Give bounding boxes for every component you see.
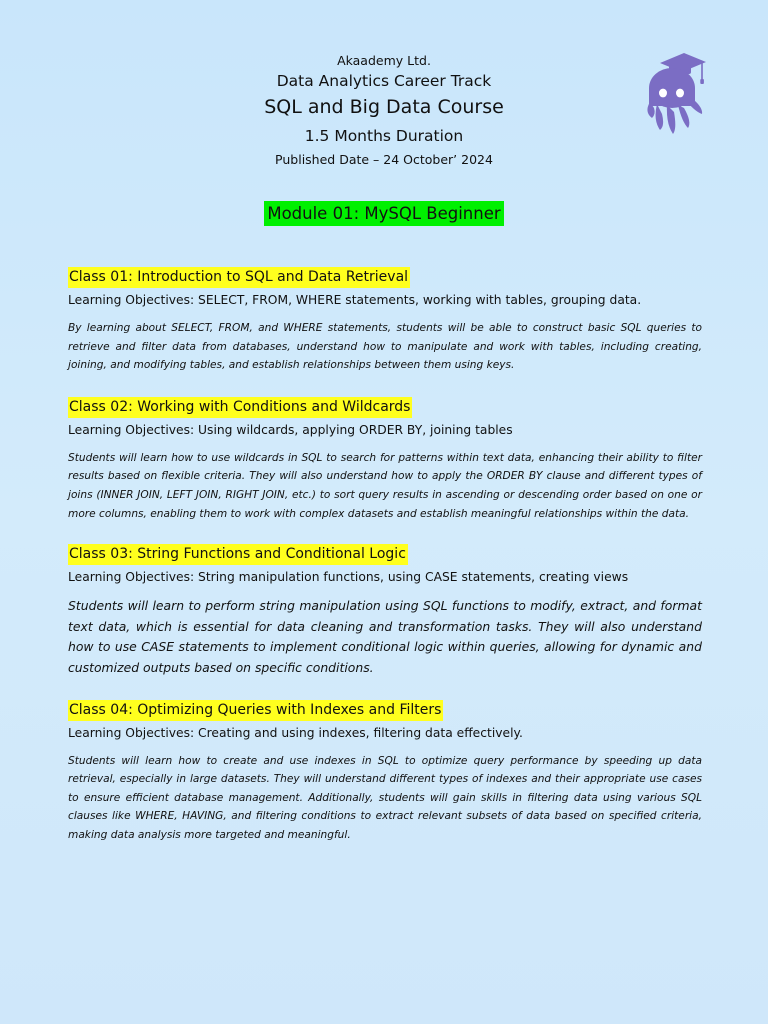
octopus-graduation-cap-icon [640,50,710,140]
career-track: Data Analytics Career Track [276,72,492,90]
class-02-title: Class 02: Working with Conditions and Wildcards [68,397,412,418]
class-list [68,266,702,845]
class-04-objectives: Learning Objectives: Creating and using indexes, filtering data effectively. [68,725,523,740]
class-04-title: Class 04: Optimizing Queries with Indexes and Filters [68,700,443,721]
class-02-objectives: Learning Objectives: Using wildcards, applying ORDER BY, joining tables [68,422,513,437]
module-heading [0,201,768,226]
class-01-title: Class 01: Introduction to SQL and Data Retrieval [68,267,410,288]
class-02-block [68,396,702,523]
class-04-block [68,699,702,845]
published-date: Published Date – 24 October’ 2024 [275,152,493,167]
company-name: Akaademy Ltd. [337,53,431,68]
course-title: SQL and Big Data Course [264,96,504,118]
class-04-description: Students will learn how to create and use indexes in SQL to optimize query performance by speeding up data retrieval, especially in large datasets. They will understand different types of indexes and their appropriate use cases to ensure efficient database management. Additionally, students will gain skills in filtering data using various SQL clauses like WHERE, HAVING, and filtering conditions to extract relevant subsets of data based on specified criteria, making data analysis more targeted and meaningful. [68,754,702,841]
class-03-title: Class 03: String Functions and Conditional Logic [68,544,408,565]
module-title: Module 01: MySQL Beginner [264,201,503,226]
class-03-objectives: Learning Objectives: String manipulation functions, using CASE statements, creating views [68,570,629,585]
class-03-description: Students will learn to perform string manipulation using SQL functions to modify, extract, and format text data, which is essential for data cleaning and transformation tasks. They will also understand how to use CASE statements to implement conditional logic within queries, allowing for dynamic and customized outputs based on specific conditions. [68,598,702,675]
class-01-block [68,266,702,375]
class-01-objectives: Learning Objectives: SELECT, FROM, WHERE statements, working with tables, grouping data. [68,293,642,307]
course-duration: 1.5 Months Duration [304,127,464,145]
class-03-block [68,543,702,678]
class-01-description: By learning about SELECT, FROM, and WHERE statements, students will be able to construct basic SQL queries to retrieve and filter data from databases, understand how to manipulate and work with tables, including creating, joining, and modifying tables, and establish relationships between them using keys. [68,322,702,372]
class-02-description: Students will learn how to use wildcards in SQL to search for patterns within text data, enhancing their ability to filter results based on flexible criteria. They will also understand how to apply the ORDER BY clause and different types of joins (INNER JOIN, LEFT JOIN, RIGHT JOIN, etc.) to sort query results in ascending or descending order based on one or more columns, enabling them to work with complex datasets and establish meaningful relationships within the data. [68,451,702,520]
